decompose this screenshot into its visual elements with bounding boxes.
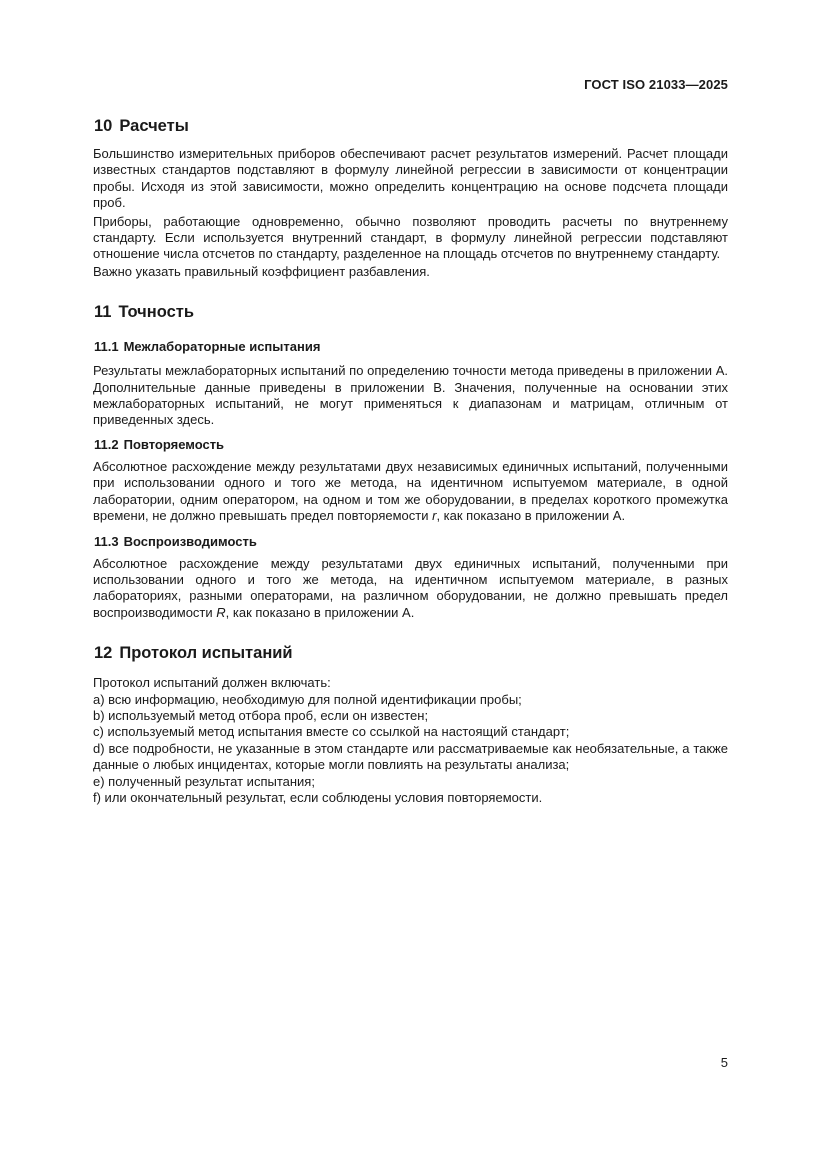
paragraph: Большинство измерительных приборов обеспечивают расчет результатов измерений. Расчет площади известных стандартов подставляют в формулу линейной регрессии в зависимости от концентрации пробы. Исходя из этой зависимости, можно определить концентрацию на основе подсчета площади проб. — [93, 146, 728, 211]
paragraph — [93, 556, 728, 622]
list-item: f) или окончательный результат, если соблюдены условия повторяемости. — [93, 789, 543, 805]
page-content — [94, 112, 728, 806]
list-item: a) всю информацию, необходимую для полной идентификации пробы; — [93, 691, 522, 707]
reproducibility-symbol: R — [216, 604, 226, 620]
text-run: Абсолютное расхождение между результатами двух независимых единичных испытаний, полученными при использовании одного и того же метода, на идентичном испытуемом материале, в одной лаборатории, одним оператором, на одном и том же оборудовании, в пределах короткого промежутка времени, не должно превышать предел повторяемости — [93, 458, 728, 524]
subsection-11-2-heading — [94, 437, 728, 453]
subsection-title: Воспроизводимость — [123, 533, 257, 549]
section-number: 11 — [94, 303, 112, 322]
list-item: b) используемый метод отбора проб, если он известен; — [93, 707, 429, 723]
section-number: 10 — [94, 117, 113, 135]
list-item: e) полученный результат испытания; — [93, 773, 315, 789]
section-12-heading — [94, 642, 728, 664]
paragraph: Приборы, работающие одновременно, обычно позволяют проводить расчеты по внутреннему стандарту. Если используется внутренний стандарт, в формулу линейной регрессии подставляют отношение числа отсчетов по стандарту, разделенное на площадь отсчетов по внутреннему стандарту. — [93, 213, 728, 262]
document-header: ГОСТ ISO 21033—2025 — [584, 77, 728, 92]
section-11-heading — [94, 301, 728, 323]
subsection-title: Повторяемость — [123, 436, 225, 452]
section-title: Точность — [118, 303, 194, 322]
subsection-title: Межлабораторные испытания — [123, 339, 321, 355]
section-title: Протокол испытаний — [119, 644, 293, 663]
paragraph: Результаты межлабораторных испытаний по определению точности метода приведены в приложении А. Дополнительные данные приведены в приложении В. Значения, полученные на основании этих межлабораторных испытаний, не могут применяться к диапазонам и матрицам, отличным от приведенных здесь. — [93, 363, 728, 428]
page-number: 5 — [720, 1055, 728, 1070]
subsection-11-3-heading — [94, 534, 728, 550]
text-run: Абсолютное расхождение между результатами двух единичных испытаний, полученными при использовании одного и того же метода, на идентичном испытуемом материале, в разных лабораториях, разными операторами, на различном оборудовании, не должно превышать предел воспроизводимости — [93, 555, 728, 620]
list-item: d) все подробности, не указанные в этом стандарте или рассматриваемые как необязательные, а также данные о любых инцидентах, которые могли повлиять на результаты анализа; — [93, 740, 728, 773]
subsection-number: 11.2 — [94, 436, 119, 452]
repeatability-symbol: r — [432, 508, 437, 524]
text-run: , как показано в приложении А. — [436, 508, 626, 524]
list-intro: Протокол испытаний должен включать: — [93, 675, 331, 691]
subsection-number: 11.3 — [94, 533, 119, 549]
section-title: Расчеты — [119, 117, 189, 135]
section-number: 12 — [94, 644, 113, 663]
paragraph: Важно указать правильный коэффициент разбавления. — [93, 263, 430, 279]
subsection-11-1-heading — [94, 339, 728, 355]
list-item: c) используемый метод испытания вместе со ссылкой на настоящий стандарт; — [93, 724, 570, 740]
subsection-number: 11.1 — [94, 339, 119, 355]
paragraph — [93, 459, 728, 525]
section-10-heading — [94, 115, 728, 137]
text-run: , как показано в приложении А. — [225, 604, 415, 620]
